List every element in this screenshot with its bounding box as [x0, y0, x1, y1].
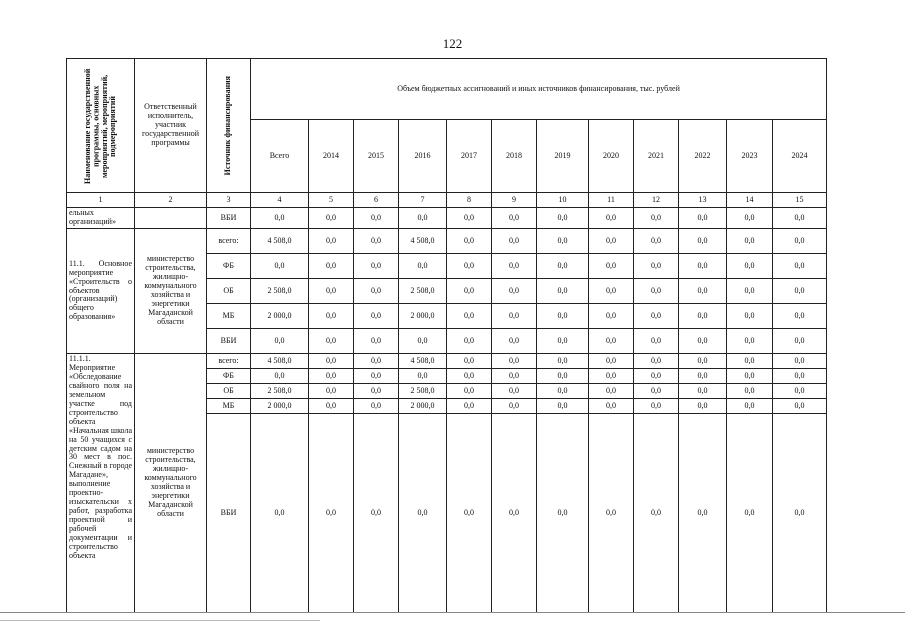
value-cell: 0,0	[727, 329, 773, 354]
value-cell: 0,0	[492, 279, 537, 304]
row-source: МБ	[207, 304, 251, 329]
column-number: 4	[251, 193, 309, 208]
value-cell: 0,0	[399, 208, 447, 229]
value-cell: 0,0	[679, 208, 727, 229]
value-cell: 0,0	[537, 229, 589, 254]
value-cell: 0,0	[773, 384, 827, 399]
table-row	[67, 354, 827, 369]
value-cell: 0,0	[773, 229, 827, 254]
value-cell: 0,0	[251, 369, 309, 384]
budget-table	[66, 58, 827, 613]
value-cell: 0,0	[589, 304, 634, 329]
column-number: 6	[354, 193, 399, 208]
value-cell: 0,0	[679, 354, 727, 369]
value-cell: 0,0	[537, 304, 589, 329]
value-cell: 0,0	[634, 354, 679, 369]
value-cell: 0,0	[773, 399, 827, 414]
value-cell: 0,0	[309, 329, 354, 354]
value-cell: 0,0	[727, 229, 773, 254]
value-cell: 0,0	[492, 399, 537, 414]
column-number: 7	[399, 193, 447, 208]
value-cell: 0,0	[492, 384, 537, 399]
value-cell: 0,0	[727, 279, 773, 304]
header-source: Источник финансирования	[207, 59, 251, 193]
value-cell: 0,0	[773, 414, 827, 613]
value-cell: 4 508,0	[251, 229, 309, 254]
value-cell: 0,0	[679, 329, 727, 354]
value-cell: 0,0	[537, 329, 589, 354]
value-cell: 2 508,0	[399, 384, 447, 399]
value-cell: 0,0	[447, 208, 492, 229]
value-cell: 0,0	[354, 229, 399, 254]
value-cell: 2 000,0	[251, 304, 309, 329]
value-cell: 0,0	[773, 369, 827, 384]
column-number: 10	[537, 193, 589, 208]
value-cell: 0,0	[727, 399, 773, 414]
column-number: 14	[727, 193, 773, 208]
value-cell: 0,0	[679, 254, 727, 279]
value-cell: 0,0	[399, 254, 447, 279]
value-cell: 0,0	[251, 254, 309, 279]
value-cell: 0,0	[679, 304, 727, 329]
page-edge-line	[0, 612, 905, 613]
value-cell: 2 508,0	[251, 384, 309, 399]
value-cell: 0,0	[447, 354, 492, 369]
value-cell: 0,0	[354, 414, 399, 613]
value-cell: 0,0	[589, 354, 634, 369]
value-cell: 0,0	[634, 399, 679, 414]
value-cell: 0,0	[634, 384, 679, 399]
row-name: ельных организаций»	[67, 208, 135, 229]
value-cell: 0,0	[537, 279, 589, 304]
value-cell: 0,0	[727, 254, 773, 279]
value-cell: 0,0	[634, 414, 679, 613]
value-cell: 0,0	[727, 369, 773, 384]
value-cell: 0,0	[634, 329, 679, 354]
row-source: ВБИ	[207, 414, 251, 613]
value-cell: 0,0	[447, 399, 492, 414]
row-responsible	[135, 208, 207, 229]
group-1-responsible: министерство строительства, жилищно-коммунального хозяйства и энергетики Магаданской области	[135, 229, 207, 354]
column-number: 5	[309, 193, 354, 208]
value-cell: 0,0	[727, 414, 773, 613]
table-row	[67, 208, 827, 229]
value-cell: 0,0	[354, 279, 399, 304]
value-cell: 0,0	[634, 208, 679, 229]
value-cell: 2 508,0	[251, 279, 309, 304]
value-cell: 0,0	[354, 254, 399, 279]
row-source: всего:	[207, 354, 251, 369]
value-cell: 0,0	[447, 304, 492, 329]
value-cell: 0,0	[251, 414, 309, 613]
header-row-top	[67, 59, 827, 120]
row-source: всего:	[207, 229, 251, 254]
value-cell: 0,0	[679, 369, 727, 384]
header-year: 2023	[727, 120, 773, 193]
value-cell: 0,0	[492, 329, 537, 354]
value-cell: 0,0	[354, 329, 399, 354]
value-cell: 0,0	[399, 369, 447, 384]
value-cell: 0,0	[251, 329, 309, 354]
value-cell: 0,0	[589, 414, 634, 613]
column-number: 2	[135, 193, 207, 208]
value-cell: 0,0	[679, 399, 727, 414]
column-number: 3	[207, 193, 251, 208]
header-year: 2017	[447, 120, 492, 193]
header-responsible: Ответственный исполнитель, участник государственной программы	[135, 59, 207, 193]
value-cell: 0,0	[773, 354, 827, 369]
value-cell: 2 000,0	[399, 304, 447, 329]
value-cell: 0,0	[309, 208, 354, 229]
value-cell: 0,0	[634, 229, 679, 254]
value-cell: 0,0	[309, 279, 354, 304]
value-cell: 0,0	[251, 208, 309, 229]
value-cell: 0,0	[537, 369, 589, 384]
header-year: Всего	[251, 120, 309, 193]
value-cell: 0,0	[679, 414, 727, 613]
header-volume: Объем бюджетных ассигнований и иных источников финансирования, тыс. рублей	[251, 59, 827, 120]
value-cell: 0,0	[589, 384, 634, 399]
value-cell: 0,0	[309, 414, 354, 613]
value-cell: 0,0	[727, 208, 773, 229]
value-cell: 0,0	[354, 369, 399, 384]
value-cell: 0,0	[773, 329, 827, 354]
value-cell: 0,0	[634, 369, 679, 384]
column-number: 1	[67, 193, 135, 208]
value-cell: 0,0	[589, 329, 634, 354]
table-row	[67, 229, 827, 254]
header-year: 2015	[354, 120, 399, 193]
value-cell: 0,0	[309, 369, 354, 384]
value-cell: 0,0	[447, 384, 492, 399]
value-cell: 0,0	[492, 354, 537, 369]
value-cell: 0,0	[727, 304, 773, 329]
header-year: 2024	[773, 120, 827, 193]
value-cell: 0,0	[492, 369, 537, 384]
value-cell: 0,0	[589, 208, 634, 229]
value-cell: 0,0	[492, 208, 537, 229]
column-number: 11	[589, 193, 634, 208]
value-cell: 0,0	[589, 399, 634, 414]
value-cell: 0,0	[634, 279, 679, 304]
header-year: 2022	[679, 120, 727, 193]
value-cell: 0,0	[492, 229, 537, 254]
value-cell: 0,0	[537, 208, 589, 229]
value-cell: 2 000,0	[399, 399, 447, 414]
value-cell: 2 000,0	[251, 399, 309, 414]
value-cell: 0,0	[679, 279, 727, 304]
value-cell: 0,0	[773, 254, 827, 279]
header-year: 2014	[309, 120, 354, 193]
header-name: Наименование государственной программы, основных мероприятий, мероприятий, подмероприятий	[67, 59, 135, 193]
value-cell: 0,0	[309, 384, 354, 399]
value-cell: 0,0	[447, 254, 492, 279]
value-cell: 0,0	[727, 354, 773, 369]
group-2-name: 11.1.1. Мероприятие «Обследование свайного поля на земельном участке под строительство объекта «Начальная школа на 50 учащихся с детским садом на 30 мест в пос. Снежный в городе Магадане», выполнение проектно-изыскательски х работ, разработка проектной и рабочей документации и строительство объекта	[67, 354, 135, 613]
header-year: 2018	[492, 120, 537, 193]
value-cell: 0,0	[679, 384, 727, 399]
value-cell: 0,0	[447, 279, 492, 304]
row-source: ВБИ	[207, 208, 251, 229]
value-cell: 0,0	[727, 384, 773, 399]
value-cell: 0,0	[354, 354, 399, 369]
value-cell: 0,0	[537, 399, 589, 414]
column-number: 9	[492, 193, 537, 208]
value-cell: 0,0	[399, 414, 447, 613]
value-cell: 0,0	[447, 414, 492, 613]
header-year: 2021	[634, 120, 679, 193]
value-cell: 0,0	[537, 414, 589, 613]
value-cell: 0,0	[634, 254, 679, 279]
value-cell: 0,0	[492, 254, 537, 279]
value-cell: 0,0	[589, 369, 634, 384]
value-cell: 0,0	[589, 279, 634, 304]
value-cell: 0,0	[354, 399, 399, 414]
value-cell: 0,0	[354, 208, 399, 229]
group-1-name: 11.1. Основное мероприятие «Строительств о объектов (организаций) общего образования»	[67, 229, 135, 354]
column-numbers-row	[67, 193, 827, 208]
column-number: 15	[773, 193, 827, 208]
value-cell: 0,0	[354, 384, 399, 399]
value-cell: 4 508,0	[399, 229, 447, 254]
value-cell: 0,0	[447, 369, 492, 384]
column-number: 8	[447, 193, 492, 208]
column-number: 13	[679, 193, 727, 208]
value-cell: 0,0	[309, 254, 354, 279]
group-2-responsible: министерство строительства, жилищно-коммунального хозяйства и энергетики Магаданской области	[135, 354, 207, 613]
value-cell: 4 508,0	[251, 354, 309, 369]
page-number: 122	[442, 36, 463, 51]
value-cell: 0,0	[537, 354, 589, 369]
value-cell: 0,0	[309, 354, 354, 369]
value-cell: 4 508,0	[399, 354, 447, 369]
value-cell: 0,0	[447, 229, 492, 254]
row-source: МБ	[207, 399, 251, 414]
header-year: 2019	[537, 120, 589, 193]
value-cell: 0,0	[537, 254, 589, 279]
value-cell: 0,0	[492, 414, 537, 613]
header-year: 2020	[589, 120, 634, 193]
value-cell: 0,0	[537, 384, 589, 399]
value-cell: 2 508,0	[399, 279, 447, 304]
row-source: ОБ	[207, 384, 251, 399]
header-year: 2016	[399, 120, 447, 193]
row-source: ФБ	[207, 254, 251, 279]
value-cell: 0,0	[447, 329, 492, 354]
column-number: 12	[634, 193, 679, 208]
value-cell: 0,0	[309, 304, 354, 329]
value-cell: 0,0	[773, 208, 827, 229]
value-cell: 0,0	[309, 399, 354, 414]
value-cell: 0,0	[773, 304, 827, 329]
page-edge-line	[0, 620, 320, 621]
value-cell: 0,0	[634, 304, 679, 329]
value-cell: 0,0	[492, 304, 537, 329]
value-cell: 0,0	[679, 229, 727, 254]
value-cell: 0,0	[309, 229, 354, 254]
value-cell: 0,0	[589, 254, 634, 279]
value-cell: 0,0	[399, 329, 447, 354]
row-source: ФБ	[207, 369, 251, 384]
value-cell: 0,0	[773, 279, 827, 304]
value-cell: 0,0	[589, 229, 634, 254]
value-cell: 0,0	[354, 304, 399, 329]
row-source: ОБ	[207, 279, 251, 304]
row-source: ВБИ	[207, 329, 251, 354]
